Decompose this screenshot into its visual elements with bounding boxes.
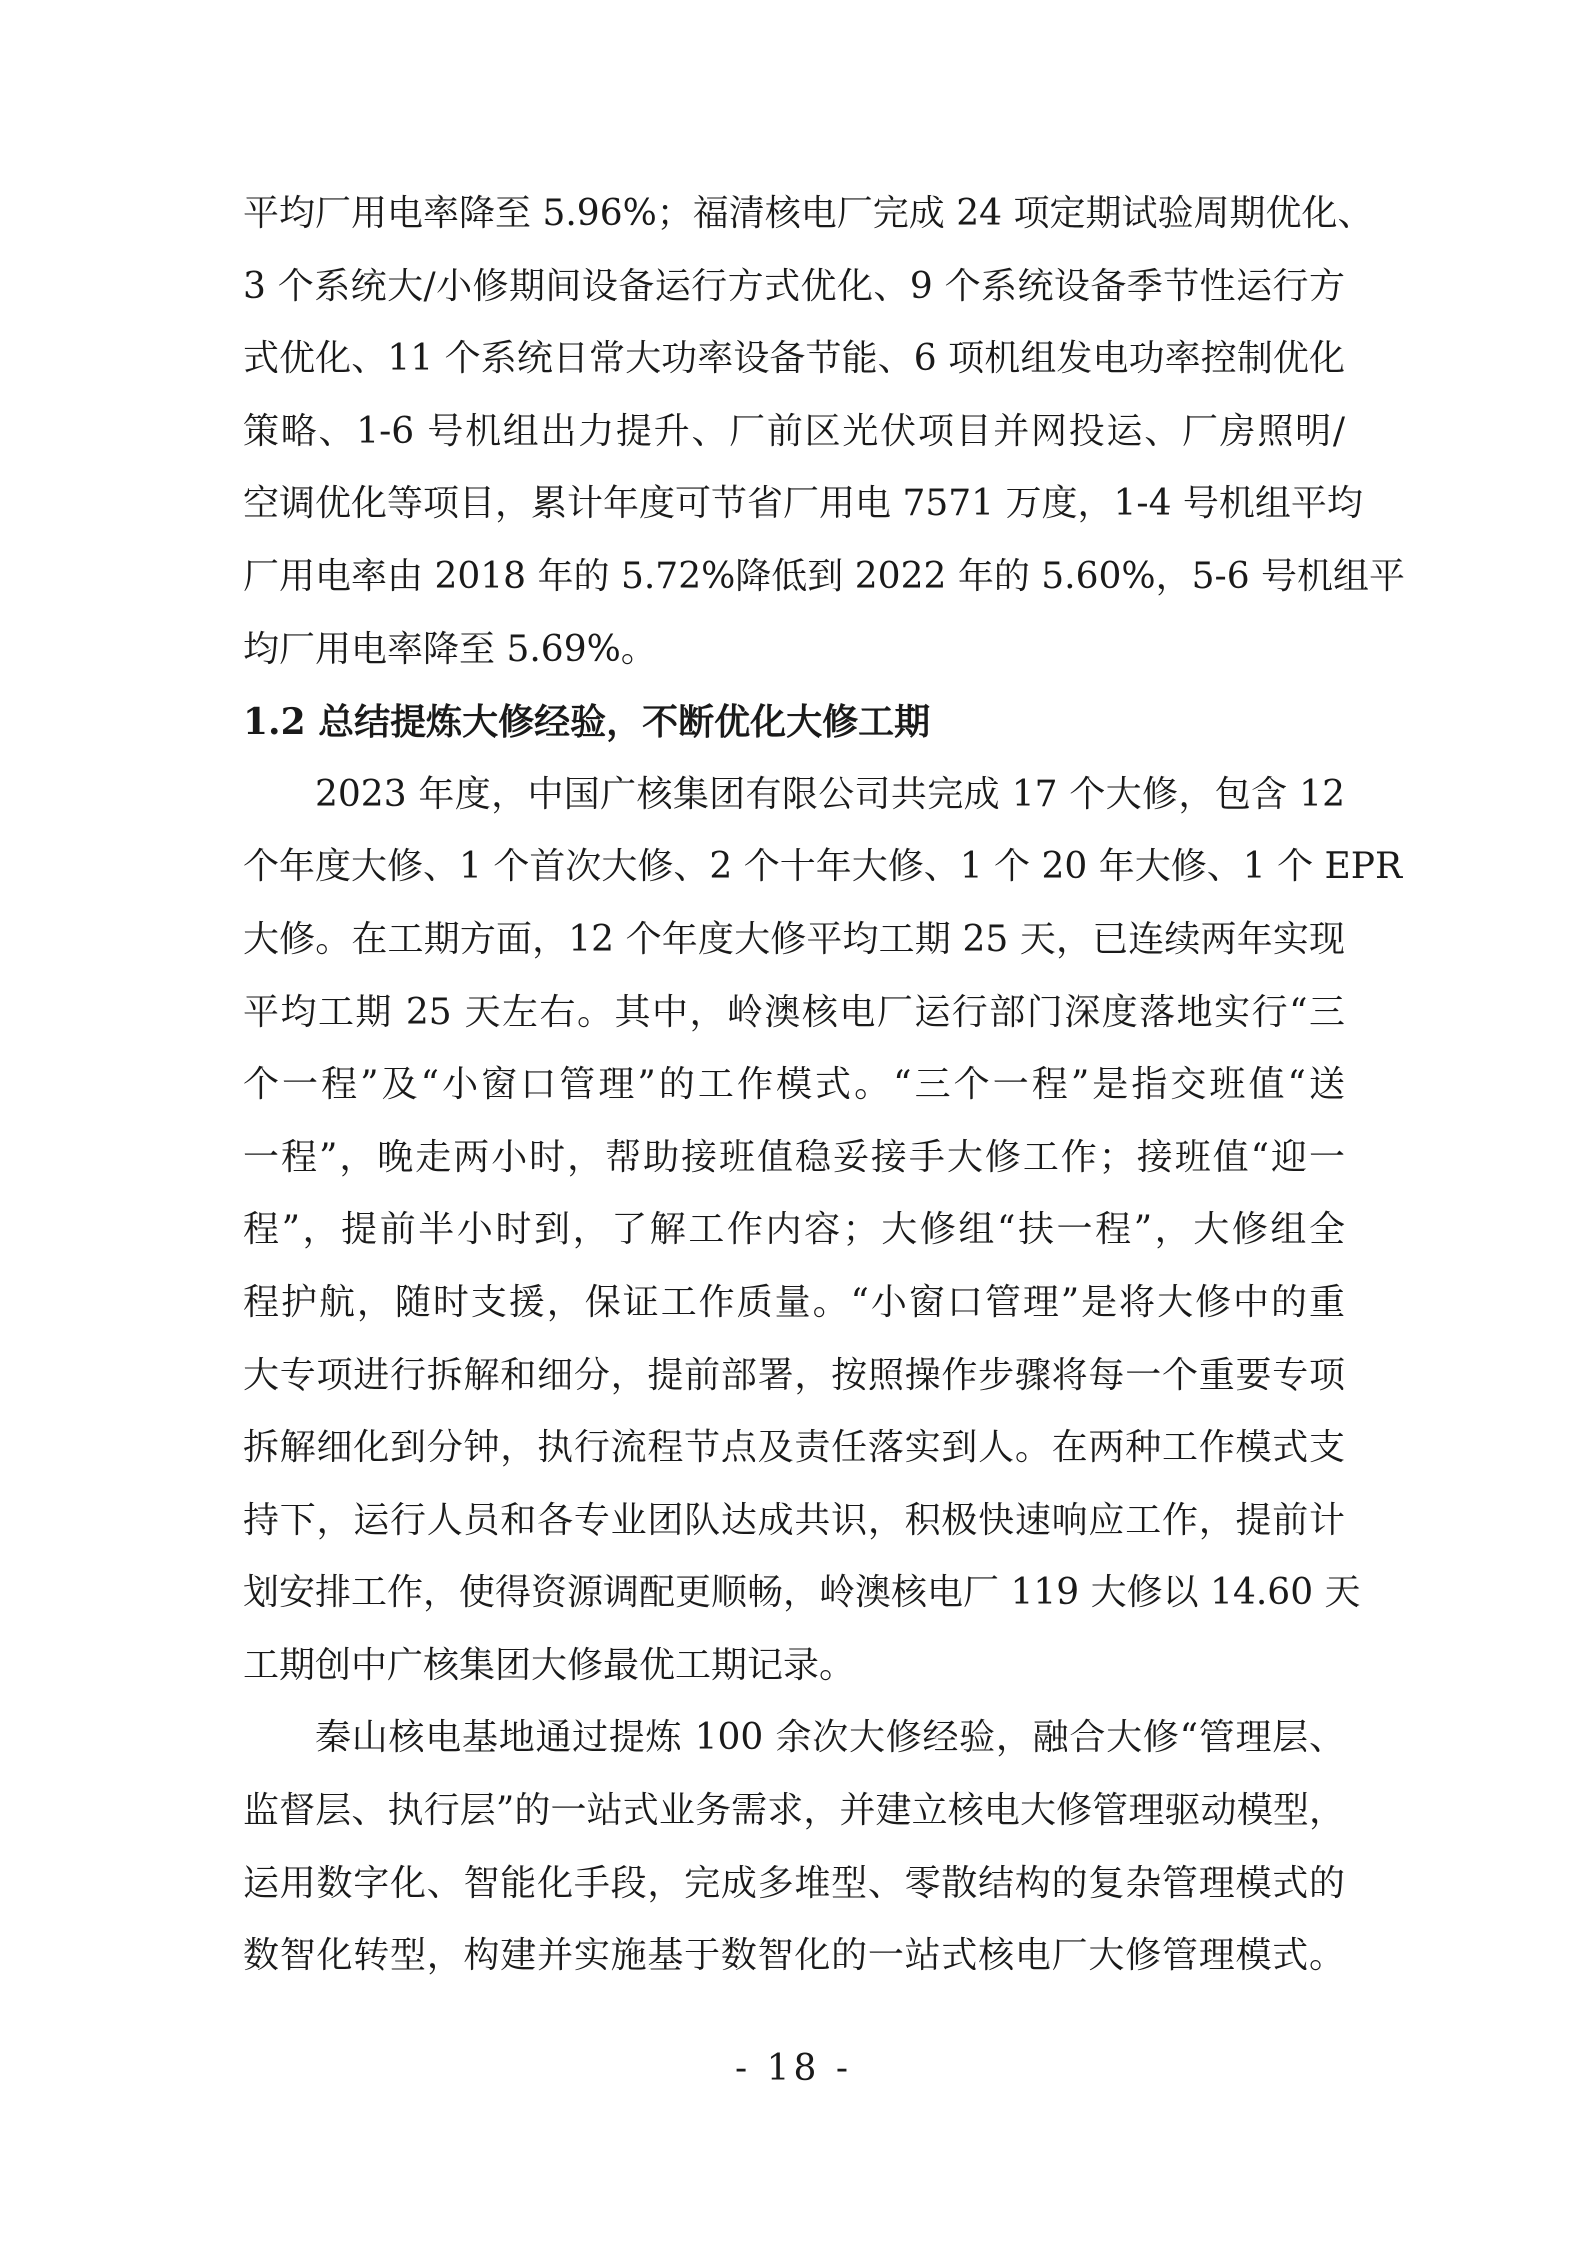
- paragraph-line: 空调优化等项目，累计年度可节省厂用电 7571 万度，1-4 号机组平均: [243, 483, 1363, 525]
- paragraph-line: 划安排工作，使得资源调配更顺畅，岭澳核电厂 119 大修以 14.60 天: [243, 1572, 1361, 1614]
- paragraph-line: 持下，运行人员和各专业团队达成共识，积极快速响应工作，提前计: [243, 1499, 1345, 1541]
- section-heading: 1.2 总结提炼大修经验，不断优化大修工期: [243, 701, 931, 744]
- paragraph-line: 程护航，随时支援，保证工作质量。“小窗口管理”是将大修中的重: [243, 1281, 1345, 1323]
- paragraph-line: 拆解细化到分钟，执行流程节点及责任落实到人。在两种工作模式支: [243, 1427, 1345, 1469]
- paragraph-line: 监督层、执行层”的一站式业务需求，并建立核电大修管理驱动模型，: [243, 1790, 1345, 1832]
- paragraph-line: 大修。在工期方面，12 个年度大修平均工期 25 天，已连续两年实现: [243, 918, 1345, 960]
- paragraph-line: 程”，提前半小时到，了解工作内容；大修组“扶一程”，大修组全: [243, 1209, 1345, 1251]
- paragraph-line: 厂用电率由 2018 年的 5.72%降低到 2022 年的 5.60%，5-6 号机组平: [243, 555, 1406, 597]
- paragraph-line: 一程”，晚走两小时，帮助接班值稳妥接手大修工作；接班值“迎一: [243, 1136, 1345, 1178]
- page-number: - 18 -: [734, 2048, 853, 2089]
- paragraph-line: 策略、1-6 号机组出力提升、厂前区光伏项目并网投运、厂房照明/: [243, 410, 1345, 452]
- paragraph-line: 3 个系统大/小修期间设备运行方式优化、9 个系统设备季节性运行方: [243, 265, 1345, 307]
- paragraph-line: 个一程”及“小窗口管理”的工作模式。“三个一程”是指交班值“送: [243, 1064, 1345, 1106]
- paragraph-line: 工期创中广核集团大修最优工期记录。: [243, 1644, 856, 1686]
- paragraph-line: 秦山核电基地通过提炼 100 余次大修经验，融合大修“管理层、: [315, 1717, 1345, 1759]
- paragraph-line: 平均工期 25 天左右。其中，岭澳核电厂运行部门深度落地实行“三: [243, 991, 1345, 1033]
- paragraph-line: 运用数字化、智能化手段，完成多堆型、零散结构的复杂管理模式的: [243, 1862, 1345, 1904]
- paragraph-line: 式优化、11 个系统日常大功率设备节能、6 项机组发电功率控制优化: [243, 338, 1345, 380]
- paragraph-2: [243, 759, 1403, 1703]
- paragraph-line: 数智化转型，构建并实施基于数智化的一站式核电厂大修管理模式。: [243, 1935, 1345, 1977]
- paragraph-line: 大专项进行拆解和细分，提前部署，按照操作步骤将每一个重要专项: [243, 1354, 1345, 1396]
- paragraph-1: [243, 178, 1406, 686]
- paragraph-line: 2023 年度，中国广核集团有限公司共完成 17 个大修，包含 12: [315, 773, 1345, 815]
- document-body: [243, 178, 1406, 1993]
- paragraph-line: 个年度大修、1 个首次大修、2 个十年大修、1 个 20 年大修、1 个 EPR: [243, 846, 1403, 888]
- paragraph-3: [243, 1702, 1345, 1992]
- paragraph-line: 平均厂用电率降至 5.96%；福清核电厂完成 24 项定期试验周期优化、: [243, 193, 1374, 234]
- paragraph-line: 均厂用电率降至 5.69%。: [243, 628, 657, 670]
